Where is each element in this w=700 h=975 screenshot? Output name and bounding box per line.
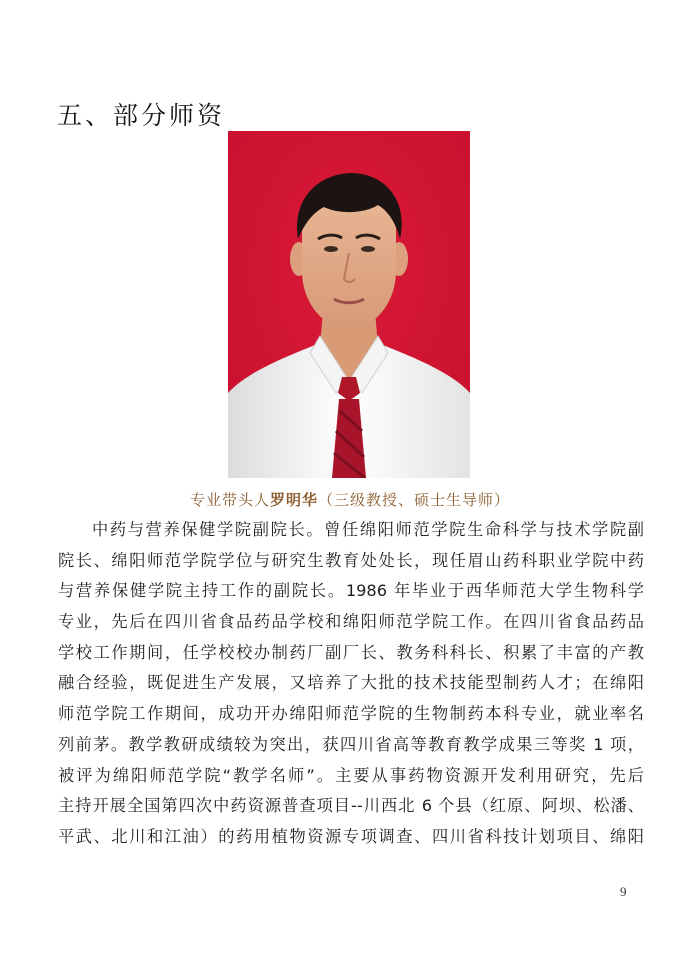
paragraph-line: 院长、绵阳师范学院学位与研究生教育处处长，现任眉山药科职业学院中药	[58, 550, 644, 570]
paragraph-line: 主持开展全国第四次中药资源普查项目--川西北 6 个县（红原、阿坝、松潘、	[58, 796, 644, 816]
photo-caption	[0, 489, 700, 510]
page-number: 9	[620, 884, 627, 899]
paragraph-line: 专业，先后在四川省食品药品学校和绵阳师范学院工作。在四川省食品药品	[58, 612, 644, 632]
paragraph-line: 学校工作期间，任学校校办制药厂副厂长、教务科科长、积累了丰富的产教	[58, 642, 644, 662]
paragraph-line: 中药与营养保健学院副院长。曾任绵阳师范学院生命科学与技术学院副	[92, 520, 644, 539]
caption-name: 罗明华	[269, 491, 318, 509]
paragraph-line: 被评为绵阳师范学院“教学名师”。主要从事药物资源开发利用研究，先后	[58, 765, 644, 785]
portrait-photo	[228, 131, 470, 478]
caption-suffix: （三级教授、硕士生导师）	[318, 491, 511, 509]
paragraph-line: 平武、北川和江油）的药用植物资源专项调查、四川省科技计划项目、绵阳	[58, 826, 644, 846]
section-heading: 五、部分师资	[57, 101, 226, 130]
paragraph-line: 师范学院工作期间，成功开办绵阳师范学院的生物制药本科专业，就业率名	[58, 704, 644, 724]
paragraph-line: 与营养保健学院主持工作的副院长。1986 年毕业于西华师范大学生物科学	[58, 581, 644, 601]
caption-prefix: 专业带头人	[189, 491, 270, 509]
paragraph-line: 融合经验，既促进生产发展，又培养了大批的技术技能型制药人才；在绵阳	[58, 673, 644, 693]
paragraph-line: 列前茅。教学教研成绩较为突出，获四川省高等教育教学成果三等奖 1 项，	[58, 734, 644, 754]
biography-paragraph	[58, 515, 644, 853]
